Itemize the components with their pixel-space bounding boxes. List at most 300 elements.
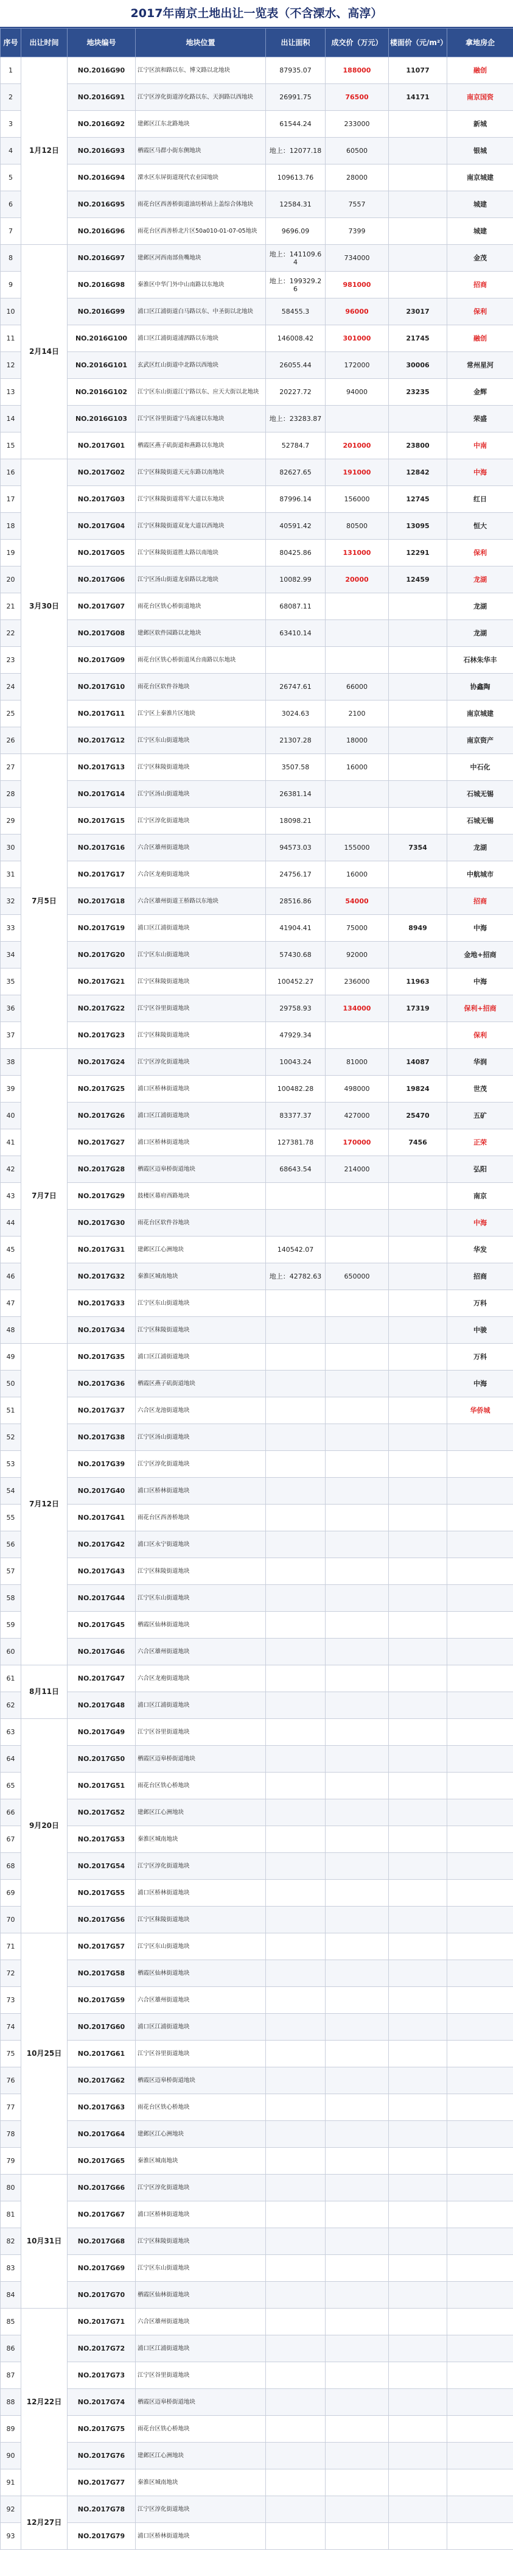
row-number: 12	[1, 352, 21, 379]
developer	[447, 2469, 513, 2496]
developer	[447, 2255, 513, 2282]
unit-price: 23800	[389, 432, 447, 459]
table-row	[1, 1585, 513, 1612]
parcel-location: 江宁区秣陵街道双龙大道以西地块	[136, 513, 266, 540]
deal-price	[326, 1665, 389, 1692]
parcel-code: NO.2016G102	[68, 379, 136, 406]
developer: 中海	[447, 1210, 513, 1237]
row-number: 51	[1, 1397, 21, 1424]
parcel-location: 溧水区东屏街道现代农业园地块	[136, 164, 266, 191]
row-number: 37	[1, 1022, 21, 1049]
row-number: 82	[1, 2228, 21, 2255]
developer	[447, 1639, 513, 1665]
parcel-location: 栖霞区仙林街道地块	[136, 2282, 266, 2309]
parcel-code: NO.2016G99	[68, 298, 136, 325]
unit-price	[389, 1746, 447, 1773]
table-row	[1, 2094, 513, 2121]
parcel-area: 地上：141109.64	[266, 245, 326, 272]
footer-space	[0, 2550, 513, 2562]
deal-price: 7557	[326, 191, 389, 218]
deal-price: 18000	[326, 727, 389, 754]
unit-price: 12745	[389, 486, 447, 513]
row-number: 81	[1, 2201, 21, 2228]
table-row	[1, 1237, 513, 1263]
parcel-code: NO.2017G57	[68, 1933, 136, 1960]
unit-price	[389, 593, 447, 620]
deal-price: 94000	[326, 379, 389, 406]
unit-price	[389, 1880, 447, 1907]
date-cell: 7月5日	[21, 754, 68, 1049]
parcel-location: 栖霞区马群小街东侧地块	[136, 138, 266, 164]
parcel-location: 江宁区谷里街道地块	[136, 1719, 266, 1746]
deal-price: 76500	[326, 84, 389, 111]
parcel-location: 六合区雄州街道地块	[136, 835, 266, 861]
table-row	[1, 2067, 513, 2094]
parcel-code: NO.2017G48	[68, 1692, 136, 1719]
row-number: 25	[1, 700, 21, 727]
row-number: 55	[1, 1505, 21, 1531]
parcel-area	[266, 1880, 326, 1907]
parcel-location: 六合区龙池街道地块	[136, 1397, 266, 1424]
row-number: 48	[1, 1317, 21, 1344]
deal-price	[326, 1987, 389, 2014]
date-cell: 10月31日	[21, 2175, 68, 2309]
unit-price: 17319	[389, 995, 447, 1022]
deal-price	[326, 2228, 389, 2255]
developer	[447, 2175, 513, 2201]
parcel-code: NO.2017G43	[68, 1558, 136, 1585]
header-location: 地块位置	[136, 29, 266, 57]
unit-price: 23017	[389, 298, 447, 325]
unit-price	[389, 1853, 447, 1880]
parcel-location: 建邺区江心洲地块	[136, 2121, 266, 2148]
table-row	[1, 459, 513, 486]
deal-price	[326, 2389, 389, 2416]
parcel-code: NO.2016G91	[68, 84, 136, 111]
deal-price: 427000	[326, 1103, 389, 1129]
date-cell: 9月20日	[21, 1719, 68, 1933]
parcel-location: 浦口区桥林街道地块	[136, 1129, 266, 1156]
table-row	[1, 432, 513, 459]
parcel-code: NO.2016G97	[68, 245, 136, 272]
table-row	[1, 1987, 513, 2014]
header-no: 序号	[1, 29, 21, 57]
table-row	[1, 513, 513, 540]
parcel-code: NO.2017G71	[68, 2309, 136, 2335]
deal-price	[326, 2255, 389, 2282]
developer: 招商	[447, 272, 513, 298]
parcel-area: 3507.58	[266, 754, 326, 781]
row-number: 78	[1, 2121, 21, 2148]
table-row	[1, 1397, 513, 1424]
parcel-code: NO.2017G12	[68, 727, 136, 754]
table-row	[1, 1263, 513, 1290]
row-number: 39	[1, 1076, 21, 1103]
parcel-area	[266, 2282, 326, 2309]
developer	[447, 1853, 513, 1880]
developer	[447, 1692, 513, 1719]
parcel-code: NO.2017G59	[68, 1987, 136, 2014]
developer	[447, 1719, 513, 1746]
row-number: 27	[1, 754, 21, 781]
developer: 城建	[447, 191, 513, 218]
row-number: 34	[1, 942, 21, 969]
parcel-area	[266, 2255, 326, 2282]
parcel-area: 地上：42782.63	[266, 1263, 326, 1290]
deal-price	[326, 1826, 389, 1853]
parcel-location: 秦淮区城南地块	[136, 1263, 266, 1290]
parcel-location: 建邺区江心洲地块	[136, 1799, 266, 1826]
parcel-area	[266, 1773, 326, 1799]
deal-price	[326, 1371, 389, 1397]
parcel-area	[266, 1746, 326, 1773]
parcel-code: NO.2017G24	[68, 1049, 136, 1076]
table-row	[1, 406, 513, 432]
parcel-code: NO.2017G58	[68, 1960, 136, 1987]
row-number: 60	[1, 1639, 21, 1665]
deal-price: 75000	[326, 915, 389, 942]
parcel-code: NO.2017G64	[68, 2121, 136, 2148]
parcel-area	[266, 2523, 326, 2550]
table-row	[1, 566, 513, 593]
parcel-area	[266, 2362, 326, 2389]
parcel-area: 100482.28	[266, 1076, 326, 1103]
parcel-code: NO.2017G76	[68, 2443, 136, 2469]
developer	[447, 2067, 513, 2094]
table-row	[1, 674, 513, 700]
unit-price	[389, 2443, 447, 2469]
row-number: 93	[1, 2523, 21, 2550]
developer: 荣盛	[447, 406, 513, 432]
parcel-area: 52784.7	[266, 432, 326, 459]
table-row	[1, 1344, 513, 1371]
row-number: 69	[1, 1880, 21, 1907]
deal-price: 498000	[326, 1076, 389, 1103]
unit-price	[389, 272, 447, 298]
deal-price	[326, 1451, 389, 1478]
deal-price	[326, 1719, 389, 1746]
row-number: 49	[1, 1344, 21, 1371]
parcel-area	[266, 647, 326, 674]
unit-price	[389, 2362, 447, 2389]
table-row	[1, 2362, 513, 2389]
table-row	[1, 2148, 513, 2175]
developer	[447, 1960, 513, 1987]
parcel-code: NO.2016G103	[68, 406, 136, 432]
parcel-location: 江宁区东山街道地块	[136, 727, 266, 754]
deal-price	[326, 808, 389, 835]
table-row	[1, 1907, 513, 1933]
unit-price	[389, 2094, 447, 2121]
parcel-code: NO.2017G08	[68, 620, 136, 647]
parcel-location: 浦口区桥林街道地块	[136, 2523, 266, 2550]
row-number: 32	[1, 888, 21, 915]
parcel-code: NO.2017G67	[68, 2201, 136, 2228]
row-number: 30	[1, 835, 21, 861]
parcel-area: 26381.14	[266, 781, 326, 808]
parcel-area	[266, 2443, 326, 2469]
developer	[447, 1773, 513, 1799]
developer: 保利+招商	[447, 995, 513, 1022]
deal-price	[326, 781, 389, 808]
unit-price	[389, 2496, 447, 2523]
parcel-location: 六合区雄州街道地块	[136, 1639, 266, 1665]
unit-price	[389, 1371, 447, 1397]
parcel-location: 雨花台区铁心桥地块	[136, 2416, 266, 2443]
unit-price	[389, 2148, 447, 2175]
parcel-area	[266, 2148, 326, 2175]
parcel-location: 浦口区桥林街道地块	[136, 2201, 266, 2228]
parcel-code: NO.2017G21	[68, 969, 136, 995]
parcel-code: NO.2017G40	[68, 1478, 136, 1505]
parcel-location: 雨花台区西善桥街道油坊桥站上盖综合体地块	[136, 191, 266, 218]
parcel-location: 江宁区东山街道地块	[136, 942, 266, 969]
row-number: 50	[1, 1371, 21, 1397]
table-row	[1, 1049, 513, 1076]
parcel-location: 浦口区桥林街道地块	[136, 1076, 266, 1103]
date-cell: 7月7日	[21, 1049, 68, 1344]
table-row	[1, 2201, 513, 2228]
row-number: 53	[1, 1451, 21, 1478]
parcel-code: NO.2017G34	[68, 1317, 136, 1344]
deal-price	[326, 1344, 389, 1371]
deal-price: 734000	[326, 245, 389, 272]
unit-price	[389, 861, 447, 888]
parcel-area: 87935.07	[266, 57, 326, 84]
developer: 常州星河	[447, 352, 513, 379]
deal-price	[326, 1290, 389, 1317]
parcel-code: NO.2017G53	[68, 1826, 136, 1853]
developer	[447, 1987, 513, 2014]
table-row	[1, 593, 513, 620]
deal-price: 156000	[326, 486, 389, 513]
table-row	[1, 352, 513, 379]
table-row	[1, 1853, 513, 1880]
developer	[447, 1746, 513, 1773]
row-number: 41	[1, 1129, 21, 1156]
deal-price	[326, 1237, 389, 1263]
unit-price	[389, 1960, 447, 1987]
deal-price: 233000	[326, 111, 389, 138]
developer: 中海	[447, 969, 513, 995]
table-row	[1, 1424, 513, 1451]
deal-price	[326, 1853, 389, 1880]
parcel-area	[266, 1612, 326, 1639]
unit-price: 11963	[389, 969, 447, 995]
parcel-location: 江宁区秣陵街道地块	[136, 754, 266, 781]
parcel-area	[266, 2201, 326, 2228]
deal-price: 80500	[326, 513, 389, 540]
parcel-area: 63410.14	[266, 620, 326, 647]
parcel-location: 栖霞区迈皋桥街道地块	[136, 1156, 266, 1183]
developer: 中骏	[447, 1317, 513, 1344]
row-number: 7	[1, 218, 21, 245]
row-number: 2	[1, 84, 21, 111]
deal-price: 2100	[326, 700, 389, 727]
row-number: 62	[1, 1692, 21, 1719]
parcel-area	[266, 2309, 326, 2335]
parcel-code: NO.2017G02	[68, 459, 136, 486]
deal-price: 20000	[326, 566, 389, 593]
parcel-area	[266, 2041, 326, 2067]
unit-price	[389, 1558, 447, 1585]
parcel-location: 江宁区淳化街道地块	[136, 1853, 266, 1880]
table-row	[1, 2496, 513, 2523]
parcel-code: NO.2017G74	[68, 2389, 136, 2416]
deal-price	[326, 1639, 389, 1665]
parcel-code: NO.2017G75	[68, 2416, 136, 2443]
row-number: 15	[1, 432, 21, 459]
unit-price	[389, 888, 447, 915]
parcel-location: 秦淮区城南地块	[136, 1826, 266, 1853]
parcel-location: 玄武区红山街道中北路以西地块	[136, 352, 266, 379]
parcel-area	[266, 1799, 326, 1826]
table-row	[1, 1103, 513, 1129]
parcel-location: 江宁区秣陵街道天元东路以南地块	[136, 459, 266, 486]
table-row	[1, 1183, 513, 1210]
row-number: 14	[1, 406, 21, 432]
developer	[447, 2416, 513, 2443]
parcel-location: 雨花台区西善桥北片区50a010-01-07-05地块	[136, 218, 266, 245]
developer: 万科	[447, 1344, 513, 1371]
parcel-code: NO.2017G70	[68, 2282, 136, 2309]
unit-price	[389, 1585, 447, 1612]
parcel-code: NO.2017G05	[68, 540, 136, 566]
table-row	[1, 2255, 513, 2282]
unit-price: 12459	[389, 566, 447, 593]
parcel-location: 江宁区汤山街道地块	[136, 781, 266, 808]
parcel-code: NO.2017G62	[68, 2067, 136, 2094]
deal-price	[326, 2443, 389, 2469]
table-row	[1, 969, 513, 995]
table-row	[1, 379, 513, 406]
unit-price	[389, 2175, 447, 2201]
parcel-location: 栖霞区迈皋桥街道地块	[136, 2389, 266, 2416]
parcel-code: NO.2017G65	[68, 2148, 136, 2175]
header-unit-price: 楼面价（元/m²）	[389, 29, 447, 57]
deal-price	[326, 1317, 389, 1344]
parcel-location: 栖霞区仙林街道地块	[136, 1960, 266, 1987]
developer: 中海	[447, 459, 513, 486]
table-row	[1, 2309, 513, 2335]
developer	[447, 2523, 513, 2550]
unit-price	[389, 406, 447, 432]
deal-price: 170000	[326, 1129, 389, 1156]
parcel-area: 80425.86	[266, 540, 326, 566]
deal-price	[326, 593, 389, 620]
parcel-code: NO.2016G92	[68, 111, 136, 138]
parcel-code: NO.2017G52	[68, 1799, 136, 1826]
parcel-location: 江宁区东山街道江宁路以东、应天大街以北地块	[136, 379, 266, 406]
parcel-code: NO.2017G56	[68, 1907, 136, 1933]
parcel-code: NO.2017G28	[68, 1156, 136, 1183]
deal-price: 16000	[326, 754, 389, 781]
unit-price	[389, 1237, 447, 1263]
row-number: 80	[1, 2175, 21, 2201]
parcel-area: 24756.17	[266, 861, 326, 888]
unit-price	[389, 1719, 447, 1746]
table-row	[1, 2121, 513, 2148]
developer: 恒大	[447, 513, 513, 540]
parcel-area: 57430.68	[266, 942, 326, 969]
parcel-area	[266, 1719, 326, 1746]
unit-price	[389, 2228, 447, 2255]
unit-price: 30006	[389, 352, 447, 379]
parcel-location: 建邺区江东北路地块	[136, 111, 266, 138]
unit-price	[389, 781, 447, 808]
table-row	[1, 325, 513, 352]
deal-price	[326, 1799, 389, 1826]
row-number: 64	[1, 1746, 21, 1773]
developer: 协鑫陶	[447, 674, 513, 700]
parcel-area: 127381.78	[266, 1129, 326, 1156]
parcel-location: 秦淮区城南地块	[136, 2469, 266, 2496]
date-cell: 1月12日	[21, 57, 68, 245]
table-row	[1, 111, 513, 138]
unit-price	[389, 1799, 447, 1826]
row-number: 84	[1, 2282, 21, 2309]
table-row	[1, 2389, 513, 2416]
row-number: 73	[1, 1987, 21, 2014]
developer	[447, 1907, 513, 1933]
row-number: 87	[1, 2362, 21, 2389]
deal-price	[326, 1531, 389, 1558]
developer: 龙湖	[447, 835, 513, 861]
developer	[447, 2443, 513, 2469]
unit-price	[389, 1317, 447, 1344]
unit-price	[389, 1424, 447, 1451]
deal-price	[326, 2496, 389, 2523]
parcel-code: NO.2017G09	[68, 647, 136, 674]
table-row	[1, 57, 513, 84]
deal-price	[326, 1397, 389, 1424]
deal-price	[326, 2362, 389, 2389]
developer: 石城无锡	[447, 808, 513, 835]
row-number: 65	[1, 1773, 21, 1799]
row-number: 18	[1, 513, 21, 540]
parcel-code: NO.2017G18	[68, 888, 136, 915]
parcel-area: 61544.24	[266, 111, 326, 138]
parcel-code: NO.2017G46	[68, 1639, 136, 1665]
parcel-area: 10043.24	[266, 1049, 326, 1076]
deal-price	[326, 2014, 389, 2041]
parcel-code: NO.2017G31	[68, 1237, 136, 1263]
parcel-area	[266, 2228, 326, 2255]
developer	[447, 1933, 513, 1960]
parcel-code: NO.2016G94	[68, 164, 136, 191]
parcel-code: NO.2017G22	[68, 995, 136, 1022]
developer: 华发	[447, 1237, 513, 1263]
deal-price	[326, 1558, 389, 1585]
row-number: 71	[1, 1933, 21, 1960]
unit-price	[389, 218, 447, 245]
parcel-location: 雨花台区软件谷地块	[136, 674, 266, 700]
parcel-code: NO.2016G90	[68, 57, 136, 84]
header-date: 出让时间	[21, 29, 68, 57]
parcel-code: NO.2017G03	[68, 486, 136, 513]
parcel-code: NO.2017G47	[68, 1665, 136, 1692]
table-row	[1, 218, 513, 245]
developer	[447, 1799, 513, 1826]
table-row	[1, 2469, 513, 2496]
parcel-location: 六合区雄州街道地块	[136, 2309, 266, 2335]
deal-price	[326, 2335, 389, 2362]
developer: 金辉	[447, 379, 513, 406]
unit-price	[389, 1987, 447, 2014]
developer: 招商	[447, 888, 513, 915]
table-row	[1, 915, 513, 942]
unit-price	[389, 1344, 447, 1371]
